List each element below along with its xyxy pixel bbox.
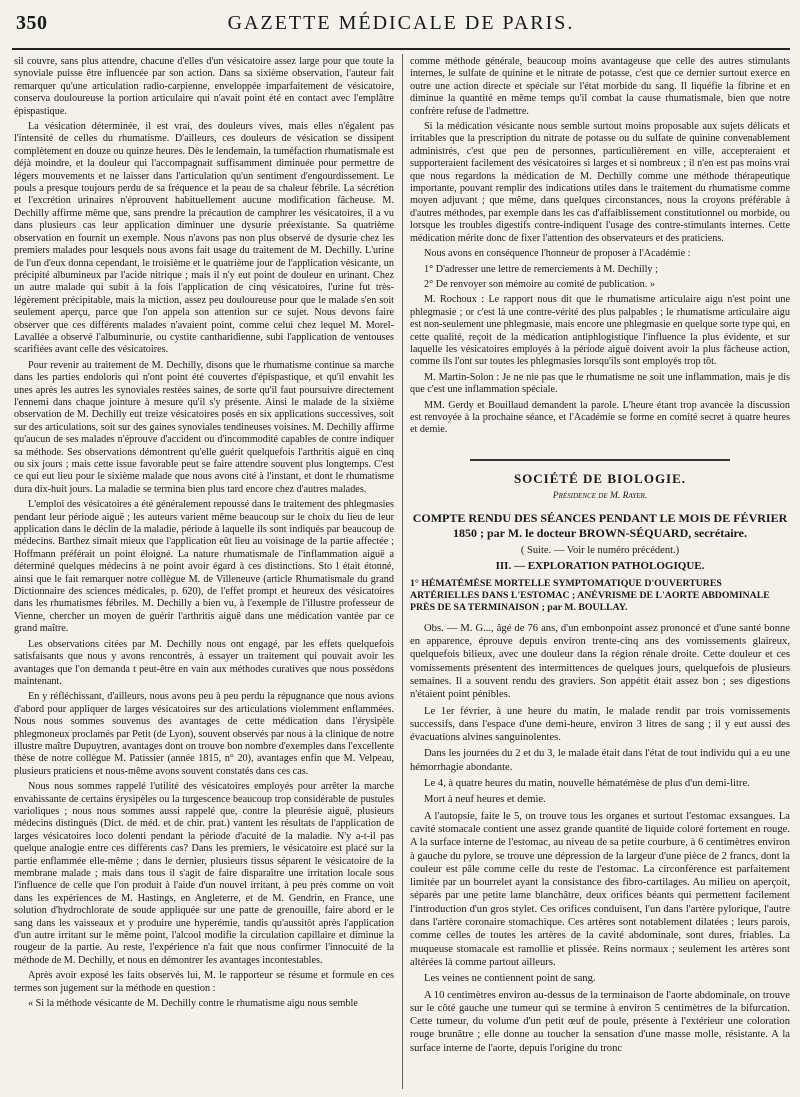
case-paragraph: A 10 centimètres environ au-dessus de la terminaison de l'aorte abdominale, on trouve sur le côté gauche une tumeur qui se termine à environ 5 centimètres de la bifurcation. Cette tumeur, du volume d'un petit œuf de poule, présente à l'extérieur une coloration rouge brunâtre ; elle donne au toucher la sensation d'une masse molle, résistante. A la surface interne de l'aorte, depuis l'origine du tronc [410, 989, 790, 1054]
article-paragraph: En y réfléchissant, d'ailleurs, nous avons peu à peu perdu la répugnance que nous avions d'abord pour appliquer de larges vésicatoires sur des articulations violemment enflammées. Nous nous sommes souvenus des avantages de cette médication dans l'érysipèle phlegmoneux proclamés par Petit (de Lyon), souvent observés par nous à la clinique de notre illustre maître Dupuytren, avantages dont on trouve bon nombre d'exemples dans l'excellente thèse de notre collègue M. Patissier (année 1815, n° 20), avantages enfin que M. Velpeau, plusieurs praticiens et nous-même avons souvent constatés dans ces cas. [14, 691, 394, 777]
article-paragraph: Si la médication vésicante nous semble surtout moins proposable aux sujets délicats et irritables que la prescription du nitrate de potasse ou du sulfate de quinine convenablement administrés, c'est que peu de personnes, particulièrement en ville, accepteraient et supporteraient facilement des vésicatoires si larges et si nombreux ; il n'en est pas moins vrai que nous regardons la médication de M. Dechilly comme une méthode thérapeutique importante, pouvant remplir des indications utiles dans le traitement du rhumatisme comme moyen adjuvant ; que même, dans quelques circonstances, nous la croyons préférable à d'autres méthodes, par exemple dans les cas d'affaiblissement constitutionnel ou morbide, ou lorsque les troubles digestifs contre-indiquent l'usage des contre-stimulants internes. Cette médication mérite donc de fixer l'attention des observateurs et des praticiens. [410, 121, 790, 244]
case-paragraph: Le 1er février, à une heure du matin, le malade rendit par trois vomissements successifs, dans l'espace d'une demi-heure, environ 3 litres de sang ; il y eut aussi des évacuations alvines sanguinolentes. [410, 705, 790, 744]
left-column [14, 56, 394, 1089]
section-heading: III. — EXPLORATION PATHOLOGIQUE. [495, 559, 705, 572]
presidence-line: Présidence de M. Rayer. [552, 490, 648, 501]
case-paragraph: Obs. — M. G..., âgé de 76 ans, d'un embonpoint assez prononcé et d'une santé bonne en apparence, éprouve depuis environ trente-cinq ans des vomissements glaireux, quelquefois bilieux, avec une douleur dans la région rénale droite. Cette douleur et ces vomissements présentent des intermittences de quelques jours, quelquefois de plusieurs semaines. Il a souvent rendu des graviers. Son appétit était assez bon ; ses digestions n'étaient point pénibles. [410, 622, 790, 701]
article-paragraph: Nous avons en conséquence l'honneur de proposer à l'Académie : [424, 248, 691, 260]
case-paragraph: Le 4, à quatre heures du matin, nouvelle hématémèse de plus d'un demi-litre. [424, 778, 750, 790]
page-number: 350 [16, 12, 48, 34]
case-title: 1° HÉMATÉMÈSE MORTELLE SYMPTOMATIQUE D'OUVERTURES ARTÉRIELLES DANS L'ESTOMAC ; ANÉVRISME DE L'AORTE ABDOMINALE PRÈS DE SA TERMINAISON ; par M. BOULLAY. [410, 577, 770, 613]
section-rule [470, 459, 730, 461]
case-paragraph: Les veines ne contiennent point de sang. [424, 973, 596, 985]
journal-title: GAZETTE MÉDICALE DE PARIS. [227, 12, 575, 34]
article-paragraph: sil couvre, sans plus attendre, chacune d'elles d'un vésicatoire assez large pour que toute la synoviale puisse être influencée par son action. Dans sa sixième observation, l'auteur fait remarquer qu'une articulation radio-carpienne, enveloppée imparfaitement de vésicatoire, conserva douloureuse la portion articulaire qui n'avait point été en contact avec l'emplâtre épispastique. [14, 56, 394, 117]
article-paragraph: comme méthode générale, beaucoup moins avantageuse que celle des autres stimulants internes, le sulfate de quinine et le nitrate de potasse, c'est que ce dernier surtout exerce en outre une action directe et spéciale sur l'état morbide du sang. Il liquéfie la fibrine et en diminue la quantité en même temps qu'il combat la cause rhumatismale, bien que notre confrère refuse de l'admettre. [410, 56, 790, 117]
case-paragraph: Dans les journées du 2 et du 3, le malade était dans l'état de tout individu qui a eu une hémorrhagie abondante. [410, 748, 790, 773]
society-title: SOCIÉTÉ DE BIOLOGIE. [513, 470, 687, 486]
article-paragraph: La vésication déterminée, il est vrai, des douleurs vives, mais elles n'égalent pas l'intensité de celles du rhumatisme. D'ailleurs, ces douleurs de vésication se dissipent complètement en douze ou quinze heures. Dès le lendemain, la tuméfaction rhumatismale est déjà moindre, et la douleur qui l'accompagnait suffisamment diminuée pour permettre de légers mouvements et ne laisser dans l'articulation qu'un sentiment d'engourdissement. Le pouls a presque toujours perdu de sa fréquence et la peau de sa chaleur fébrile. La sécrétion et l'excrétion urinaires n'éprouvent habituellement aucune modification fâcheuse. M. Dechilly affirme même que, sans prendre la précaution de camphrer les vésicatoires, il a vu dans plusieurs cas leur application diminuer une dysurie préexistante. Sa quatrième observation en fournit un exemple. Nous n'avons pas non plus observé de dysurie chez les premiers malades pour lesquels nous avons fait usage du traitement de M. Dechilly. L'urine de l'un d'eux donna cependant, le troisième et le quatrième jour de l'application vésicante, un précipité albumineux par l'acide nitrique ; mais il n'y eut point de douleur en urinant. Chez un autre malade qui subit à la fois l'application de cinq vésicatoires, l'urine fut très-légèrement précipitable, mais la miction, assez peu douloureuse pour que le malade s'en soit seulement aperçu, parce que l'on appela son attention sur ce sujet. Nous devons faire observer que ces différents malades n'avaient point, comme celui chez lequel M. Morel-Lavallée a observé l'albuminurie, ou cystite cantharidienne, subi l'application de ventouses scarifiées avant celle des vésicatoires. [14, 121, 394, 356]
right-column [410, 56, 790, 1089]
article-paragraph: Nous nous sommes rappelé l'utilité des vésicatoires employés pour arrêter la marche envahissante de certains érysipèles ou la turgescence beaucoup trop considérable de pustules varioliques ; nous nous sommes aussi rappelé que, contre la pleurésie aiguë, plusieurs médecins distingués (Dict. de méd. et de chir. prat.) vantent les résultats de l'application de larges vésicatoires loco dolenti pendant la période d'acuité de la maladie. N'y a-t-il pas quelque analogie entre ces différents cas? Dans les premiers, le vésicatoire est placé sur la partie enflammée elle-même ; dans le dernier, plusieurs tissus séparent le vésicatoire de la membrane malade ; mais dans tous il s'agit de faire disparaître une irritation locale sous l'influence de celle que l'on produit à l'aide d'un nouvel irritant, à peu près comme on voit dans les expériences de M. Hastings, en Angleterre, et de M. Gendrin, en France, une solution d'hydrochlorate de soude appliquée sur une patte de grenouille, faire abord er le sang dans les vaisseaux et y produire une hyperémie, tandis qu'aussitôt après l'application d'un autre irritant sur le même point, l'alcool modifie la circulation capillaire et diminue la rougeur de la partie. Au reste, l'expérience n'a fait que nous confirmer l'innocuité de la méthode de M. Dechilly, et nous en démontrer les avantages incontestables. [14, 781, 394, 966]
article-paragraph: « Si la méthode vésicante de M. Dechilly contre le rhumatisme aigu nous semble [28, 998, 358, 1010]
case-paragraph: Mort à neuf heures et demie. [424, 794, 546, 806]
case-report [410, 622, 790, 1055]
article-paragraph: L'emploi des vésicatoires a été généralement repoussé dans le traitement des phlegmasies pendant leur période aiguë ; les auteurs varient même beaucoup sur le choix du lieu de leur application dans le déclin de la maladie, période à laquelle ils sont indiqués par beaucoup de médecins. Barthez simait mieux que l'application eût lieu au voisinage de la partie affectée ; Hoffmann préférait un point éloigné. La nature rhumatismale de l'inflammation aiguë a déterminé quelques médecins à ne point avoir égard à ces distinctions. Sto l était étonné, ainsi que le fait remarquer notre collègue M. de Villeneuve (article Rhumatismale du grand Dictionnaire des sciences médicales, p. 620), de l'effet prompt et heureux des vésicatoires dans les rhumatismes fébriles. M. Dechilly a bien vu, à l'exemple de l'illustre professeur de Vienne, chercher un moyen de guérir l'arthritis aiguë dans une médication vantée par ce grand maître. [14, 499, 394, 635]
case-paragraph: A l'autopsie, faite le 5, on trouve tous les organes et surtout l'estomac exsangues. La cavité stomacale contient une assez grande quantité de liquide coloré fortement en rouge. A la surface interne de l'estomac, au niveau de sa petite courbure, à 6 centimètres environ à gauche du pylore, se trouve une dépression de la largeur d'une pièce de 2 francs, dont la couleur est pâle comme celle du reste de l'estomac. La circonférence est parfaitement limitée par un bourrelet ayant la consistance des fibro-cartilages. Au milieu on aperçoit, séparés par une petite lame blanchâtre, deux orifices béants qui permettent facilement l'introduction d'un gros stylet. Ces orifices conduisent, l'un dans l'artère pylorique, l'autre dans l'artère coronaire stomachique. Ces artères sont notablement dilatées ; leurs parois, comme celles de toutes les artères de la cavité abdominale, sont dures, friables. La muqueuse stomacale est ramollie et plissée. Reins normaux ; seulement les artères sont altérées là comme partout ailleurs. [410, 810, 790, 968]
article-paragraph: Après avoir exposé les faits observés lui, M. le rapporteur se résume et formule en ces termes son jugement sur la méthode en question : [14, 970, 394, 994]
column-divider [402, 54, 403, 1089]
article-paragraph: M. Martin-Solon : Je ne nie pas que le rhumatisme ne soit une inflammation, mais je dis que c'est une inflammation spéciale. [410, 371, 790, 396]
article-paragraph: Les observations citées par M. Dechilly nous ont engagé, par les effets quelquefois satisfaisants que nous y avons rencontrés, à essayer un traitement qui pouvait avoir les avantages que l'on demanda t peut-être en vain aux méthodes curatives que nous possédons maintenant. [14, 638, 394, 687]
article-paragraph: M. Rochoux : Le rapport nous dit que le rhumatisme articulaire aigu n'est point une phlegmasie ; or c'est là une contre-vérité des plus palpables ; le rhumatisme articulaire aigu est non-seulement une phlegmasie, mais encore une phlegmasie en quelque sorte type qui, en cette qualité, reçoit de la médication antiphlogistique l'influence la plus évidente, et sur laquelle les vésicatoires employés à la période aiguë doivent avoir la plus fâcheuse action, comme ils l'ont sur toutes les phlegmasies lorsqu'ils sont employés trop tôt. [410, 294, 790, 368]
article-paragraph: 1° D'adresser une lettre de remerciements à M. Dechilly ; [424, 263, 658, 275]
page-header [12, 8, 790, 50]
newspaper-page [12, 8, 790, 1093]
article-paragraph: MM. Gerdy et Bouillaud demandent la parole. L'heure étant trop avancée la discussion est renvoyée à la prochaine séance, et l'Académie se forme en comité secret à quatre heures et demie. [410, 399, 790, 436]
article-paragraph: Pour revenir au traitement de M. Dechilly, disons que le rhumatisme continue sa marche dans les parties endoloris qui n'ont point été couvertes d'épispastique, et qu'il envahit les unes après les autres les synoviales restées saines, de sorte qu'il faut poursuivre directement l'ennemi dans chaque jointure à mesure qu'il s'y présente. Ainsi le malade de la sixième observation de M. Dechilly eut treize vésicatoires posés en six applications successives, soit sur des articulations, soit sur des gaines synoviales tendineuses voisines. M. Dechilly affirme qu'aucun de ses malades n'éprouve d'accident ou d'incommodité capables de contre indiquer sa méthode. Ses observations démontrent qu'elle guérit quelquefois l'arthritis aiguë en cinq ou six jours ; mais cette issue favorable peut se faire attendre souvent plus longtemps. C'est ce qui eut lieu pour le sixième malade que nous avons cité à l'instant, et dont le rhumatisme dura dix-huit jours. La maladie se termina bien plus tard encore chez d'autres malades. [14, 359, 394, 495]
article-paragraph: 2° De renvoyer son mémoire au comité de publication. » [424, 278, 655, 290]
continuation-note: ( Suite. — Voir le numéro précédent.) [520, 544, 680, 556]
report-title: COMPTE RENDU DES SÉANCES PENDANT LE MOIS DE FÉVRIER 1850 ; par M. le docteur BROWN-SÉQUARD, secrétaire. [412, 510, 788, 540]
